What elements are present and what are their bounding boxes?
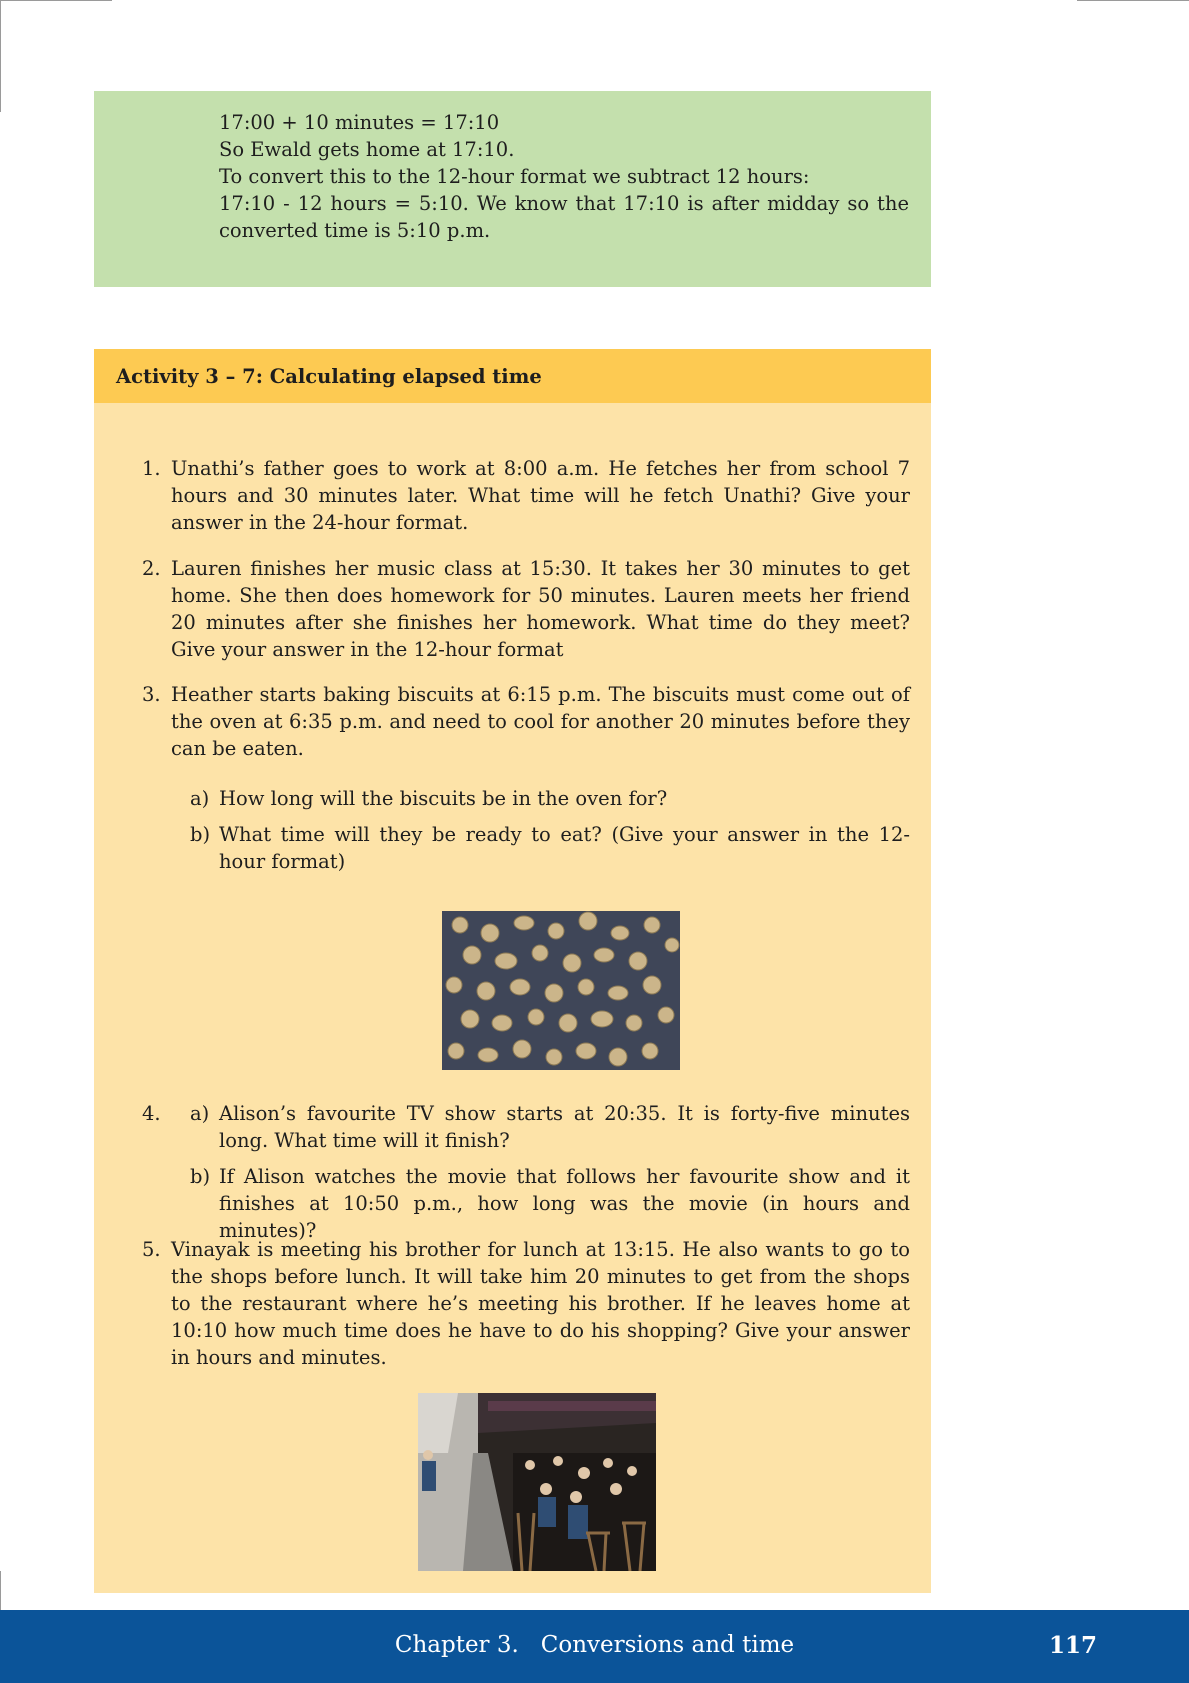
part-text: What time will they be ready to eat? (Give your answer in the 12-hour format) xyxy=(219,823,910,873)
page-footer xyxy=(0,1610,1189,1683)
question-number: 4. xyxy=(142,1102,161,1125)
chapter-title: Chapter 3. Conversions and time xyxy=(394,1632,795,1658)
crop-mark xyxy=(0,0,1,112)
part-text: Alison’s favourite TV show starts at 20:35. It is forty-five minutes long. What time will it finish? xyxy=(219,1102,910,1152)
crop-mark xyxy=(1077,0,1189,1)
question-number: 5. xyxy=(142,1238,161,1261)
question-4b xyxy=(190,1163,910,1244)
crop-mark xyxy=(0,0,112,1)
part-label: b) xyxy=(190,823,211,846)
question-text: Vinayak is meeting his brother for lunch at 13:15. He also wants to go to the shops before lunch. It will take him 20 minutes to get from the shops to the restaurant where he’s meeting his brother. If he leaves home at 10:10 how much time does he have to do his shopping? Give your answer in hours and minutes. xyxy=(171,1238,910,1369)
part-label: a) xyxy=(190,1102,210,1125)
part-label: a) xyxy=(190,787,210,810)
street-cafe-photo xyxy=(418,1393,656,1571)
question-text: Heather starts baking biscuits at 6:15 p.m. The biscuits must come out of the oven at 6:35 p.m. and need to cool for another 20 minutes before they can be eaten. xyxy=(171,683,910,760)
question-text: Lauren finishes her music class at 15:30. It takes her 30 minutes to get home. She then does homework for 50 minutes. Lauren meets her friend 20 minutes after she finishes her homework. What time do they meet? Give your answer in the 12-hour format xyxy=(171,557,910,661)
question-number: 1. xyxy=(142,457,161,480)
worked-example-line: 17:10 - 12 hours = 5:10. We know that 17:10 is after midday so the converted time is 5:10 p.m. xyxy=(219,192,909,242)
question-4a xyxy=(190,1100,910,1154)
question-1 xyxy=(142,455,910,536)
question-number: 3. xyxy=(142,683,161,706)
activity-title: Activity 3 – 7: Calculating elapsed time xyxy=(94,349,931,403)
biscuits-photo xyxy=(442,911,680,1070)
question-2 xyxy=(142,555,910,663)
activity-box xyxy=(94,349,931,1593)
worked-example-box xyxy=(94,91,931,287)
crop-mark xyxy=(0,1571,1,1610)
worked-example-text xyxy=(219,109,909,244)
question-number: 2. xyxy=(142,557,161,580)
part-label: b) xyxy=(190,1165,211,1188)
question-text: Unathi’s father goes to work at 8:00 a.m. He fetches her from school 7 hours and 30 minutes later. What time will he fetch Unathi? Give your answer in the 24-hour format. xyxy=(171,457,910,534)
question-3 xyxy=(142,681,910,762)
question-3a xyxy=(190,785,910,812)
worked-example-line: 17:00 + 10 minutes = 17:10 xyxy=(219,111,500,134)
worked-example-line: To convert this to the 12-hour format we subtract 12 hours: xyxy=(219,165,810,188)
worked-example-line: So Ewald gets home at 17:10. xyxy=(219,138,515,161)
part-text: If Alison watches the movie that follows her favourite show and it finishes at 10:50 p.m., how long was the movie (in hours and minutes)? xyxy=(219,1165,910,1242)
question-3b xyxy=(190,821,910,875)
part-text: How long will the biscuits be in the oven for? xyxy=(219,787,668,810)
question-5 xyxy=(142,1236,910,1371)
page-number: 117 xyxy=(1048,1632,1097,1659)
